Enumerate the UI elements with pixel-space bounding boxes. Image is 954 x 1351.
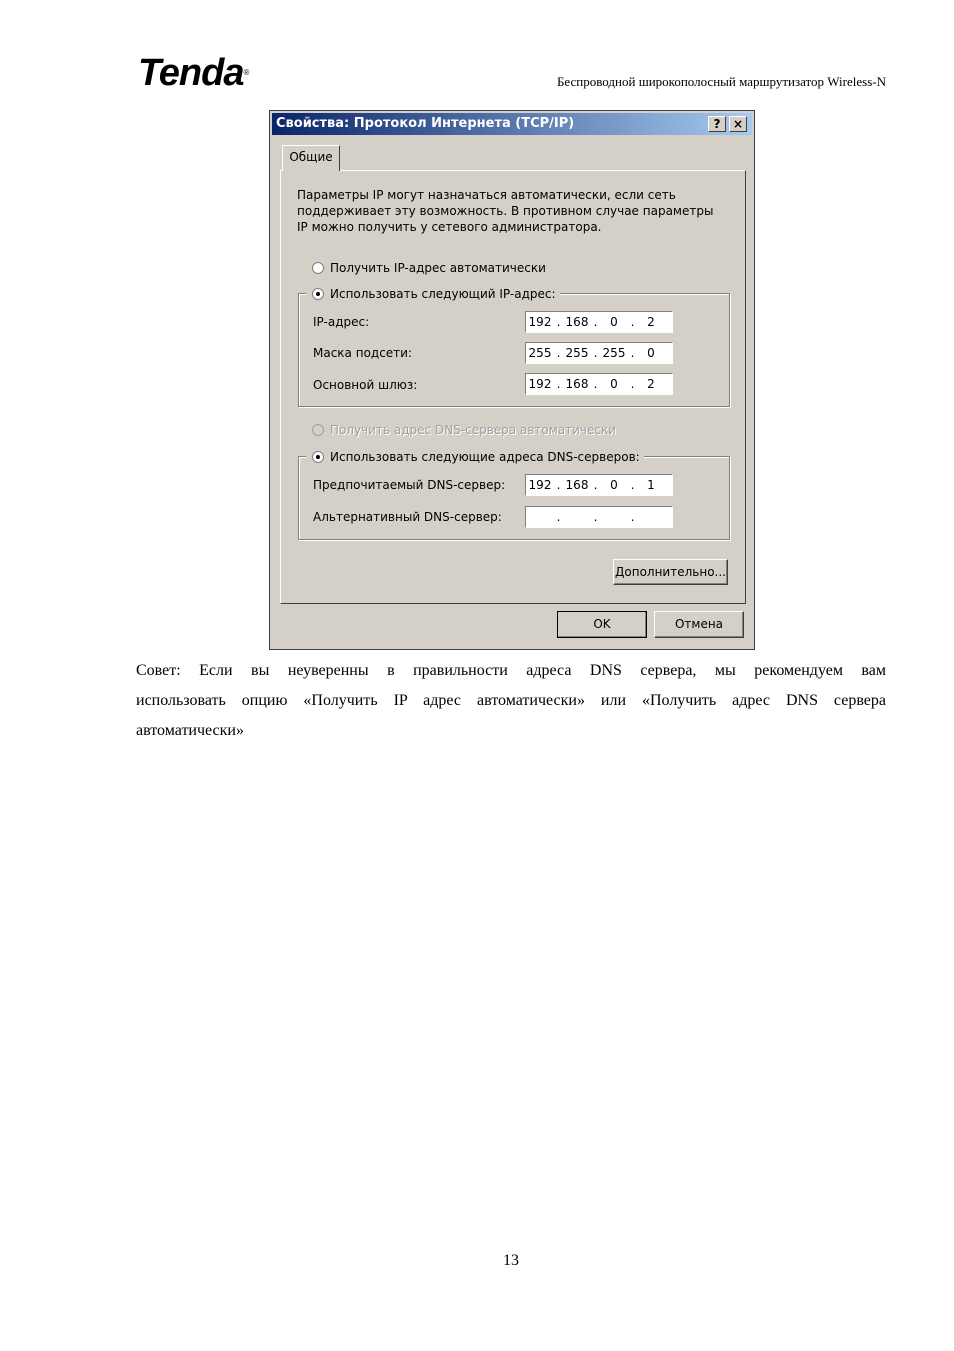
advice-line-1: Совет: Если вы неуверенны в правильности адреса DNS сервера, мы рекомендуем вам — [136, 662, 886, 679]
tenda-logo: Tenda® — [138, 52, 249, 94]
page-number: 13 — [503, 1252, 519, 1269]
alternate-dns-field[interactable]: . . . — [525, 506, 673, 528]
subnet-mask-field[interactable]: 255 . 255 . 255 . 0 — [525, 342, 673, 364]
cancel-button[interactable]: Отмена — [654, 611, 744, 638]
radio-auto-ip[interactable] — [312, 261, 550, 275]
advice-paragraph — [136, 656, 886, 746]
radio-auto-ip-icon — [312, 262, 324, 274]
header-subtitle: Беспроводной широкополосный маршрутизатор Wireless-N — [556, 74, 886, 89]
advanced-button[interactable]: Дополнительно... — [613, 559, 728, 585]
advice-line-3: автоматически» — [136, 722, 244, 739]
radio-manual-dns[interactable] — [306, 450, 644, 464]
radio-manual-dns-label: Использовать следующие адреса DNS-серверов: — [330, 450, 640, 464]
ip-address-field[interactable]: 192 . 168 . 0 . 2 — [525, 311, 673, 333]
radio-auto-dns-icon — [312, 424, 324, 436]
radio-manual-dns-icon — [312, 451, 324, 463]
radio-auto-dns[interactable] — [312, 423, 620, 437]
dialog-titlebar — [272, 113, 752, 135]
advice-line-2: использовать опцию «Получить IP адрес автоматически» или «Получить адрес DNS сервера — [136, 692, 886, 709]
gateway-field[interactable]: 192 . 168 . 0 . 2 — [525, 373, 673, 395]
radio-manual-ip[interactable] — [306, 287, 560, 301]
ip-address-label: IP-адрес: — [313, 315, 370, 329]
alternate-dns-label: Альтернативный DNS-сервер: — [313, 510, 502, 524]
radio-manual-ip-icon — [312, 288, 324, 300]
tab-general[interactable]: Общие — [282, 145, 340, 171]
preferred-dns-field[interactable]: 192 . 168 . 0 . 1 — [525, 474, 673, 496]
ok-button[interactable]: OK — [557, 611, 647, 638]
dialog-title: Свойства: Протокол Интернета (TCP/IP) — [276, 116, 575, 131]
gateway-label: Основной шлюз: — [313, 378, 418, 392]
radio-manual-ip-label: Использовать следующий IP-адрес: — [330, 287, 556, 301]
subnet-mask-label: Маска подсети: — [313, 346, 413, 360]
radio-auto-dns-label: Получить адрес DNS-сервера автоматически — [330, 423, 617, 437]
radio-auto-ip-label: Получить IP-адрес автоматически — [330, 261, 546, 275]
tcpip-properties-dialog — [269, 110, 755, 650]
close-button[interactable]: × — [729, 116, 747, 132]
help-button[interactable]: ? — [708, 116, 726, 132]
preferred-dns-label: Предпочитаемый DNS-сервер: — [313, 478, 506, 492]
description-text: Параметры IP могут назначаться автоматически, если сеть поддерживает эту возможность. В противном случае параметры IP можно получить у сетевого администратора. — [297, 188, 714, 234]
